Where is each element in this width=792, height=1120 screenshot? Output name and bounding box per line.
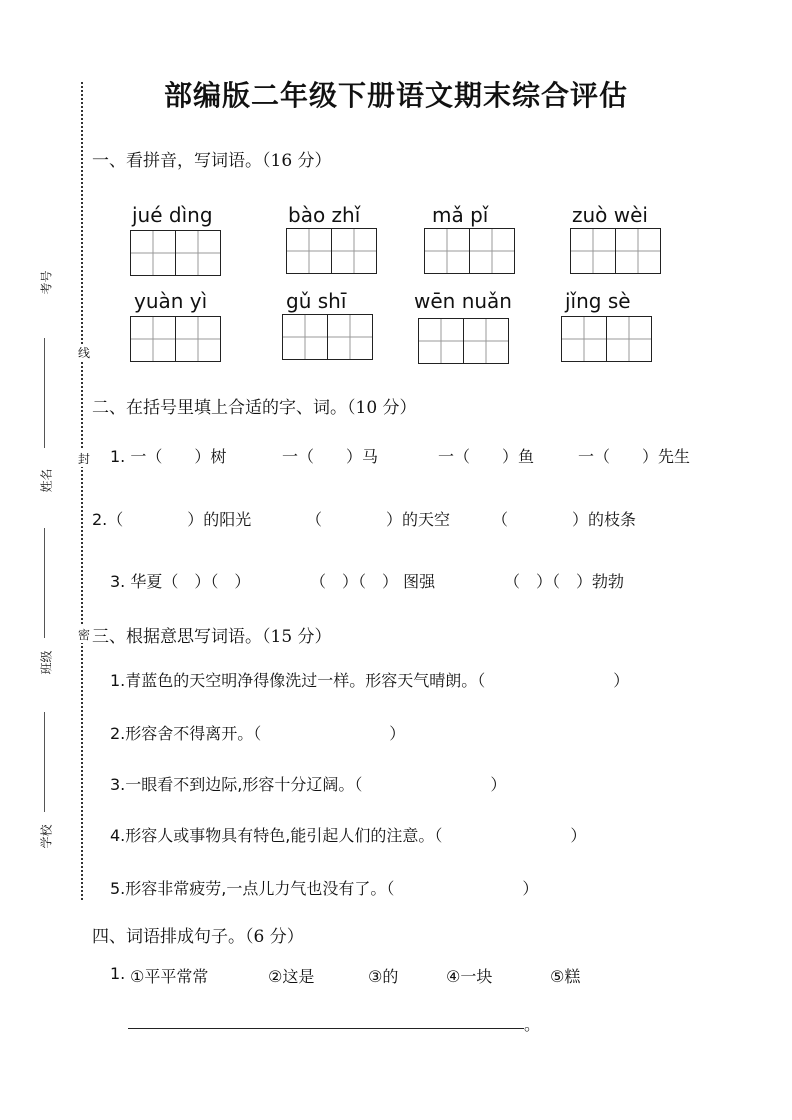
margin-mark-feng: 封	[78, 452, 91, 466]
s2-q3-a: 3. 华夏（ ）（ ）	[110, 572, 251, 591]
pinyin-label: yuàn yì	[134, 289, 208, 313]
s2-q1-d: 一（ ）先生	[578, 447, 691, 466]
pinyin-label: mǎ pǐ	[432, 203, 489, 227]
grid-cell[interactable]	[469, 228, 515, 274]
grid-cell[interactable]	[327, 314, 373, 360]
answer-end-mark: 。	[524, 1015, 541, 1034]
s3-item-4: 4.形容人或事物具有特色,能引起人们的注意。（ ）	[110, 826, 587, 845]
binding-dotted-line	[81, 82, 83, 900]
s2-q3-c: （ ）（ ）勃勃	[504, 572, 625, 591]
section-2-points: （10 分）	[347, 398, 417, 418]
page-title: 部编版二年级下册语文期末综合评估	[163, 79, 628, 112]
writing-grid-6[interactable]	[282, 314, 371, 360]
grid-cell[interactable]	[286, 228, 332, 274]
writing-grid-7[interactable]	[418, 318, 507, 364]
s4-word-1: ①平平常常	[130, 967, 209, 986]
pinyin-label: jué dìng	[132, 203, 213, 227]
margin-label-class: 班级	[39, 650, 54, 675]
grid-cell[interactable]	[615, 228, 661, 274]
writing-grid-2[interactable]	[286, 228, 375, 274]
section-1-heading	[92, 146, 332, 171]
writing-grid-5[interactable]	[130, 316, 219, 362]
s2-q1-c: 一（ ）鱼	[438, 447, 535, 466]
grid-cell[interactable]	[424, 228, 470, 274]
s4-word-5: ⑤糕	[550, 967, 581, 986]
s4-word-3: ③的	[368, 967, 399, 986]
margin-fill-line-name	[44, 528, 45, 638]
s2-q3-b: （ ）（ ） 图强	[310, 572, 436, 591]
writing-grid-1[interactable]	[130, 230, 219, 276]
s2-q1-b: 一（ ）马	[282, 447, 379, 466]
writing-grid-4[interactable]	[570, 228, 659, 274]
s4-word-4: ④一块	[446, 967, 493, 986]
pinyin-label: gǔ shī	[286, 289, 347, 313]
section-3-title: 三、根据意思写词语。	[92, 627, 262, 647]
s3-item-5: 5.形容非常疲劳,一点儿力气也没有了。（ ）	[110, 879, 539, 898]
section-4-heading	[92, 922, 304, 947]
section-4-title: 四、词语排成句子。	[92, 927, 245, 947]
margin-label-name: 姓名	[39, 468, 54, 493]
grid-cell[interactable]	[463, 318, 509, 364]
grid-cell[interactable]	[175, 230, 221, 276]
grid-cell[interactable]	[570, 228, 616, 274]
grid-cell[interactable]	[130, 230, 176, 276]
writing-grid-3[interactable]	[424, 228, 513, 274]
s4-q1-label: 1.	[110, 964, 126, 983]
margin-mark-xian: 线	[78, 346, 91, 360]
section-3-heading	[92, 622, 332, 647]
pinyin-label: wēn nuǎn	[414, 289, 512, 313]
s3-item-1: 1.青蓝色的天空明净得像洗过一样。形容天气晴朗。（ ）	[110, 671, 630, 690]
s3-item-3: 3.一眼看不到边际,形容十分辽阔。（ ）	[110, 775, 507, 794]
s2-q1-a: 1. 一（ ）树	[110, 447, 227, 466]
grid-cell[interactable]	[606, 316, 652, 362]
section-4-points: （6 分）	[245, 927, 304, 947]
grid-cell[interactable]	[175, 316, 221, 362]
answer-line[interactable]	[128, 1028, 524, 1029]
s2-q2-a: 2.（ ）的阳光	[92, 510, 252, 529]
pinyin-label: zuò wèi	[572, 203, 648, 227]
s2-q2-c: （ ）的枝条	[492, 510, 637, 529]
pinyin-label: bào zhǐ	[288, 203, 361, 227]
section-2-title: 二、在括号里填上合适的字、词。	[92, 398, 347, 418]
pinyin-label: jǐng sè	[565, 289, 631, 313]
s4-word-2: ②这是	[268, 967, 315, 986]
s2-q2-b: （ ）的天空	[306, 510, 451, 529]
section-1-title: 一、看拼音，写词语。	[92, 151, 262, 171]
grid-cell[interactable]	[282, 314, 328, 360]
margin-label-school: 学校	[39, 824, 54, 849]
margin-label-exam-number: 考号	[39, 270, 54, 295]
grid-cell[interactable]	[418, 318, 464, 364]
grid-cell[interactable]	[331, 228, 377, 274]
grid-cell[interactable]	[130, 316, 176, 362]
margin-mark-mi: 密	[78, 628, 91, 642]
section-1-points: （16 分）	[262, 151, 332, 171]
grid-cell[interactable]	[561, 316, 607, 362]
s3-item-2: 2.形容舍不得离开。（ ）	[110, 724, 406, 743]
writing-grid-8[interactable]	[561, 316, 650, 362]
section-2-heading	[92, 393, 417, 418]
section-3-points: （15 分）	[262, 627, 332, 647]
margin-fill-line-class	[44, 712, 45, 812]
margin-fill-line-exam-number	[44, 338, 45, 448]
